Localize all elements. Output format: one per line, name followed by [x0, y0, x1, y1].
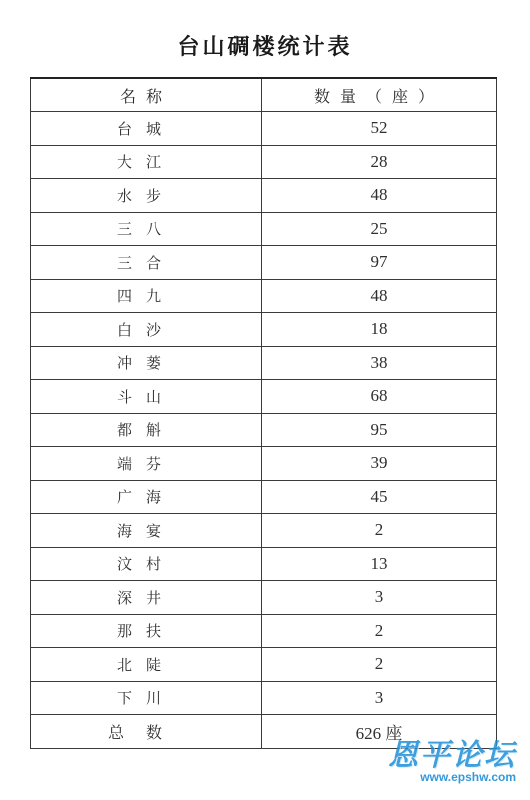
table-row — [31, 514, 497, 548]
tower-count-cell: 68 — [262, 380, 497, 414]
town-name-cell: 水步 — [31, 179, 262, 213]
town-name-cell: 三合 — [31, 246, 262, 280]
town-name-cell: 汶村 — [31, 547, 262, 581]
watermark-url: www.epshw.com — [420, 770, 516, 784]
column-header-count: 数量（座） — [262, 78, 497, 112]
table-row — [31, 246, 497, 280]
column-header-name: 名称 — [31, 78, 262, 112]
table-row — [31, 179, 497, 213]
tower-count-cell: 45 — [262, 480, 497, 514]
tower-count-cell: 3 — [262, 681, 497, 715]
town-name-cell: 白沙 — [31, 313, 262, 347]
tower-count-cell: 39 — [262, 447, 497, 481]
table-row — [31, 145, 497, 179]
table-row — [31, 112, 497, 146]
table-row — [31, 380, 497, 414]
page-title: 台山碉楼统计表 — [177, 35, 353, 60]
table-row — [31, 648, 497, 682]
tower-count-cell: 13 — [262, 547, 497, 581]
town-name-cell: 北陡 — [31, 648, 262, 682]
tower-count-cell: 97 — [262, 246, 497, 280]
tower-count-cell: 2 — [262, 648, 497, 682]
town-name-cell: 冲蒌 — [31, 346, 262, 380]
table-row — [31, 681, 497, 715]
town-name-cell: 四九 — [31, 279, 262, 313]
tower-count-cell: 25 — [262, 212, 497, 246]
tower-count-cell: 3 — [262, 581, 497, 615]
town-name-cell: 三八 — [31, 212, 262, 246]
total-label: 总数 — [31, 715, 262, 749]
town-name-cell: 都斛 — [31, 413, 262, 447]
table-row — [31, 413, 497, 447]
tower-count-cell: 48 — [262, 179, 497, 213]
town-name-cell: 下川 — [31, 681, 262, 715]
tower-count-cell: 52 — [262, 112, 497, 146]
forum-watermark — [388, 730, 516, 784]
tower-statistics-table — [30, 77, 497, 749]
table-row — [31, 313, 497, 347]
town-name-cell: 台城 — [31, 112, 262, 146]
town-name-cell: 海宴 — [31, 514, 262, 548]
town-name-cell: 深井 — [31, 581, 262, 615]
town-name-cell: 广海 — [31, 480, 262, 514]
table-row — [31, 212, 497, 246]
tower-count-cell: 2 — [262, 514, 497, 548]
total-count: 626 座 — [262, 715, 497, 749]
table-body — [31, 112, 497, 715]
town-name-cell: 那扶 — [31, 614, 262, 648]
tower-count-cell: 95 — [262, 413, 497, 447]
tower-count-cell: 18 — [262, 313, 497, 347]
tower-count-cell: 28 — [262, 145, 497, 179]
table-row — [31, 547, 497, 581]
town-name-cell: 斗山 — [31, 380, 262, 414]
table-row — [31, 581, 497, 615]
table-row — [31, 447, 497, 481]
tower-count-cell: 48 — [262, 279, 497, 313]
table-row — [31, 614, 497, 648]
table-row — [31, 346, 497, 380]
table-header-row — [31, 78, 497, 112]
town-name-cell: 大江 — [31, 145, 262, 179]
tower-count-cell: 2 — [262, 614, 497, 648]
tower-count-cell: 38 — [262, 346, 497, 380]
table-row — [31, 279, 497, 313]
town-name-cell: 端芬 — [31, 447, 262, 481]
watermark-title: 恩平论坛 — [388, 738, 516, 773]
table-row — [31, 480, 497, 514]
